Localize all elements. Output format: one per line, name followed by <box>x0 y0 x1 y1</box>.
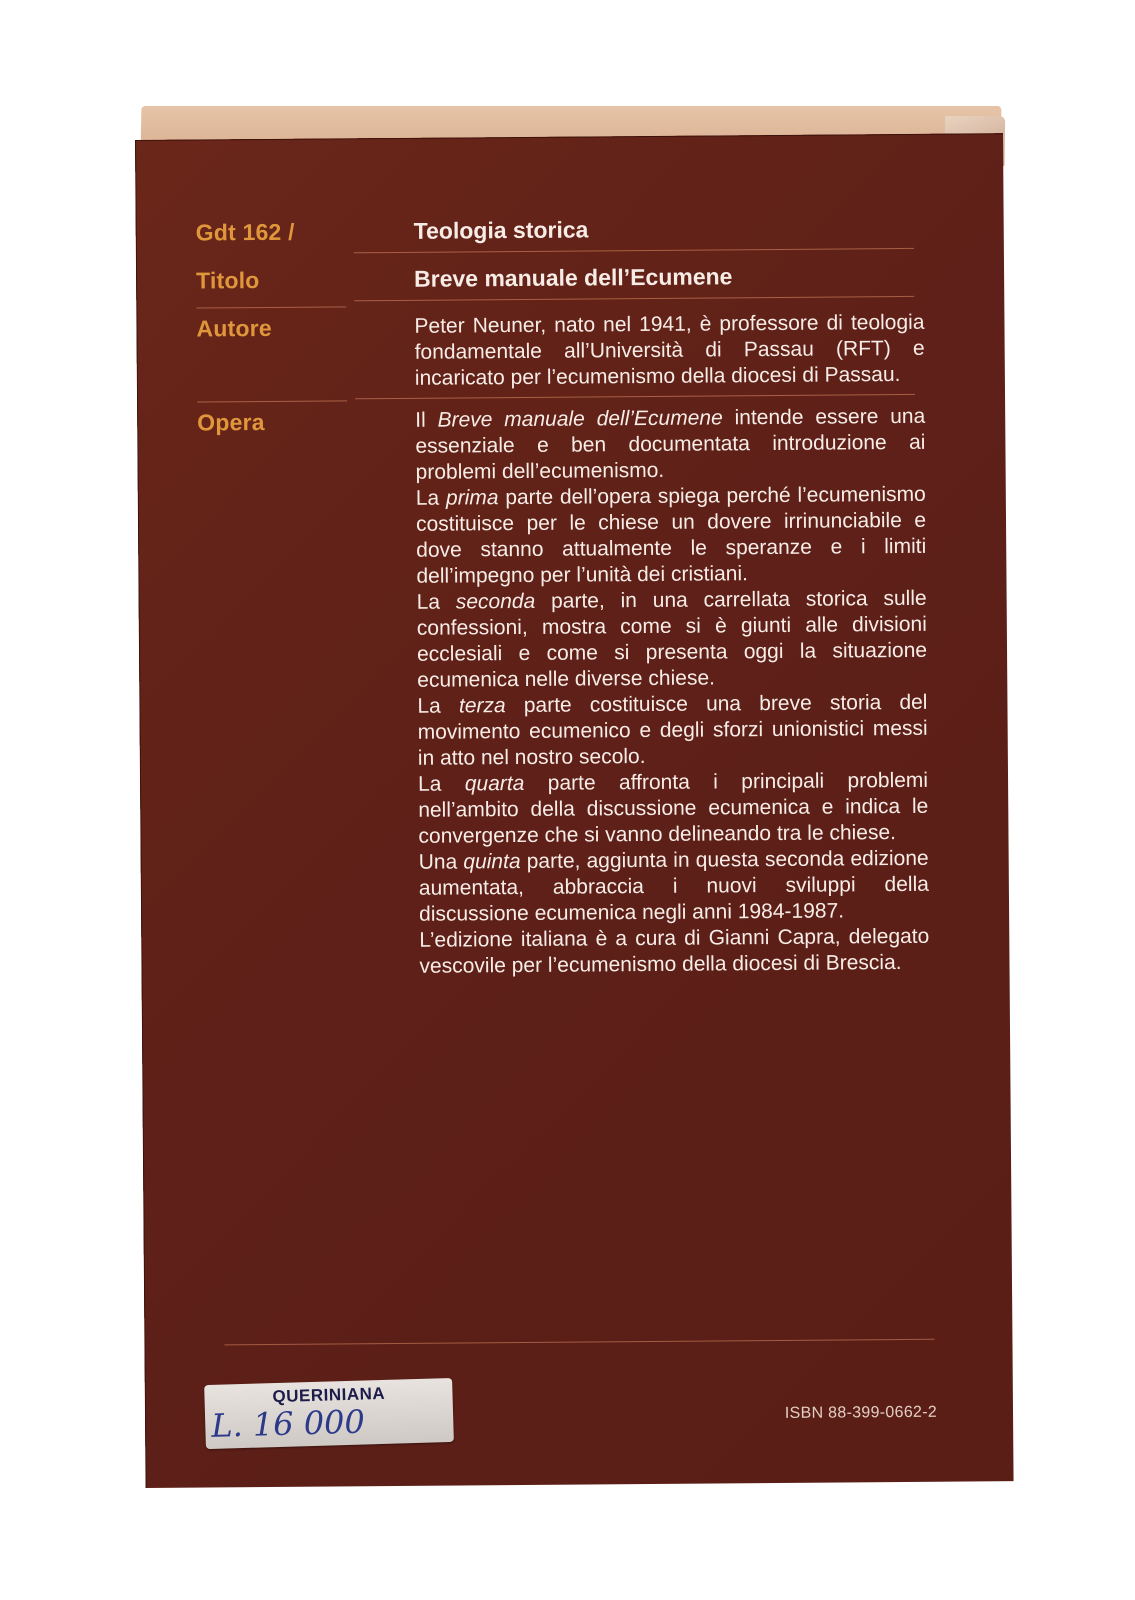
work-paragraph <box>417 690 928 772</box>
divider <box>197 400 347 402</box>
paragraph-text: parte costituisce una breve storia del movimento ecumenico e degli sforzi unionistici messi in atto nel nostro secolo. <box>417 690 928 770</box>
paragraph-emphasis: prima <box>445 486 499 510</box>
work-paragraph <box>416 482 927 590</box>
work-paragraph <box>419 924 929 980</box>
author-label: Autore <box>196 314 272 342</box>
series-label: Gdt 162 / <box>195 218 295 246</box>
paragraph-emphasis: quinta <box>463 849 521 874</box>
price-sticker <box>204 1378 454 1449</box>
paragraph-emphasis: seconda <box>455 589 536 614</box>
work-row <box>197 404 930 978</box>
series-value: Teologia storica <box>413 216 589 244</box>
paragraph-text: La <box>417 694 460 718</box>
divider <box>354 296 914 301</box>
work-paragraph <box>417 586 928 694</box>
paragraph-text: parte dell’opera spiega perché l’ecumenismo costituisce per le chiese un dovere irrinunciabile e dove stanno attualmente le speranze e i limiti dell’impegno per l’unità dei cristiani. <box>415 482 927 588</box>
paragraph-text: La <box>417 772 465 796</box>
paragraph-text: parte, aggiunta in questa seconda edizione aumentata, abbraccia i nuovi sviluppi della discussione ecumenica negli anni 1984-1987. <box>418 846 929 926</box>
book-title: Breve manuale dell’Ecumene <box>413 263 733 292</box>
author-bio-text: Peter Neuner, nato nel 1941, è professore di teologia fondamentale all’Università di Passau (RFT) e incaricato per l’ecumenismo della diocesi di Passau. <box>414 310 925 390</box>
author-bio <box>414 310 925 392</box>
paragraph-text: intende essere una essenziale e ben documentata introduzione ai problemi dell’ecumenismo. <box>415 404 926 484</box>
paragraph-text: L’edizione italiana è a cura di Gianni Capra, delegato vescovile per l’ecumenismo della diocesi di Brescia. <box>419 924 930 978</box>
work-paragraph <box>415 404 926 486</box>
price-handwritten: L. 16 000 <box>210 1402 366 1445</box>
paragraph-emphasis: quarta <box>464 771 525 796</box>
paragraph-text: La <box>415 486 447 510</box>
series-row <box>195 214 924 246</box>
paragraph-emphasis: Breve manuale dell’Ecumene <box>437 406 723 432</box>
work-label: Opera <box>197 408 265 436</box>
divider <box>354 248 914 253</box>
work-paragraph <box>418 768 929 850</box>
bottom-divider <box>224 1339 934 1346</box>
paragraph-text: Il <box>415 408 438 432</box>
isbn-number: ISBN 88-399-0662-2 <box>784 1403 938 1422</box>
work-description <box>415 404 929 980</box>
title-row <box>196 262 924 294</box>
title-label: Titolo <box>196 267 260 294</box>
divider <box>355 394 915 399</box>
book-back-cover <box>135 133 1014 1488</box>
paragraph-text: parte, in una carrellata storica sulle confessioni, mostra come si è giunti alle divisioni ecclesiali e come si presenta oggi la situazione ecumenica nelle diverse chiese. <box>416 586 928 692</box>
divider <box>196 306 346 308</box>
work-paragraph <box>419 846 930 928</box>
publisher-name: QUERINIANA <box>272 1383 386 1407</box>
paragraph-text: Una <box>418 850 464 874</box>
author-row <box>196 310 925 390</box>
paragraph-text: parte affronta i principali problemi nell’ambito della discussione ecumenica e indica le convergenze che si vanno delineando tra le chiese. <box>418 768 929 848</box>
paragraph-text: La <box>416 590 456 614</box>
paragraph-emphasis: terza <box>458 694 506 718</box>
